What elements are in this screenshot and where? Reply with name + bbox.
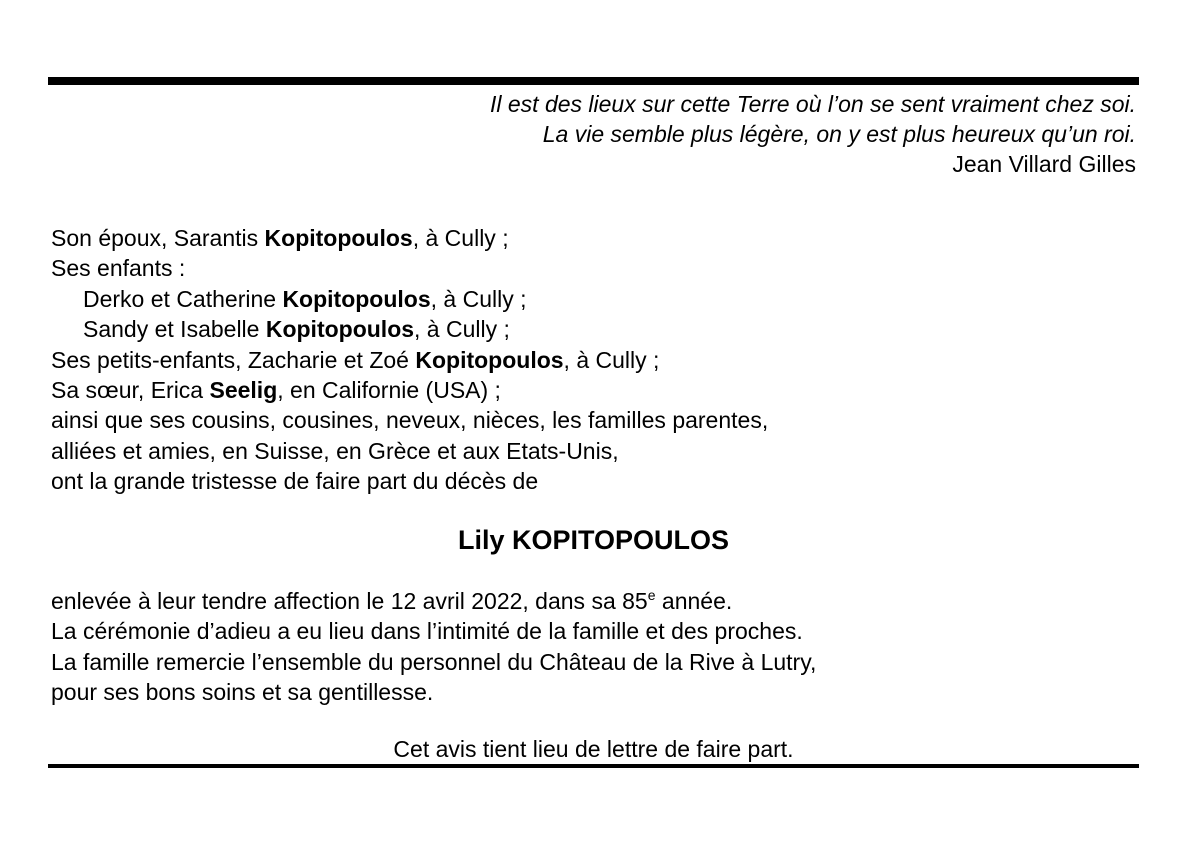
top-rule: [48, 77, 1139, 85]
spouse-post: , à Cully ;: [412, 225, 509, 251]
announcement-line-1: [51, 586, 1131, 616]
child-pre: Sandy et Isabelle: [83, 316, 266, 343]
sister-pre: Sa sœur, Erica: [51, 377, 210, 404]
grandchildren-surname: Kopitopoulos: [415, 346, 564, 373]
announcement-line-3: La famille remercie l’ensemble du personnel du Château de la Rive à Lutry,: [51, 648, 817, 675]
announcement: [51, 586, 1131, 708]
child-line: [51, 284, 1131, 314]
others-line-1: ainsi que ses cousins, cousines, neveux, nièces, les familles parentes,: [51, 407, 769, 434]
announcement-line-2: La cérémonie d’adieu a eu lieu dans l’intimité de la famille et des proches.: [51, 618, 803, 645]
spouse-pre: Son époux, Sarantis: [51, 225, 265, 251]
epigraph-line-2: La vie semble plus légère, on y est plus heureux qu’un roi.: [542, 121, 1136, 147]
announcement-line-1-post: année.: [655, 588, 733, 614]
announcement-line-4: pour ses bons soins et sa gentillesse.: [51, 679, 434, 706]
sister-line: [51, 375, 1131, 405]
deceased-name: Lily KOPITOPOULOS: [457, 525, 730, 555]
epigraph-author: Jean Villard Gilles: [952, 151, 1136, 177]
child-line: [51, 314, 1131, 344]
grandchildren-pre: Ses petits-enfants, Zacharie et Zoé: [51, 346, 416, 373]
bottom-rule: [48, 764, 1139, 768]
sister-surname: Seelig: [209, 377, 278, 404]
grandchildren-post: , à Cully ;: [563, 346, 660, 373]
ordinal-superscript: e: [647, 587, 656, 603]
closing-note: Cet avis tient lieu de lettre de faire part.: [393, 736, 794, 762]
child-post: , à Cully ;: [430, 285, 527, 312]
epigraph: [48, 89, 1136, 179]
family-list: [51, 223, 1131, 497]
sister-post: , en Californie (USA) ;: [277, 377, 501, 404]
child-surname: Kopitopoulos: [265, 316, 415, 343]
others-line-3: ont la grande tristesse de faire part du décès de: [51, 468, 539, 495]
spouse-surname: Kopitopoulos: [264, 225, 413, 251]
announcement-line-1-pre: enlevée à leur tendre affection le 12 avril 2022, dans sa 85: [51, 588, 648, 614]
others-line-2: alliées et amies, en Suisse, en Grèce et aux Etats-Unis,: [51, 437, 619, 464]
child-surname: Kopitopoulos: [282, 285, 431, 312]
grandchildren-line: [51, 345, 1131, 375]
spouse-line: [51, 223, 1131, 253]
children-heading: Ses enfants :: [51, 255, 186, 282]
child-pre: Derko et Catherine: [83, 285, 283, 312]
child-post: , à Cully ;: [414, 316, 510, 343]
epigraph-line-1: Il est des lieux sur cette Terre où l’on se sent vraiment chez soi.: [489, 91, 1136, 117]
